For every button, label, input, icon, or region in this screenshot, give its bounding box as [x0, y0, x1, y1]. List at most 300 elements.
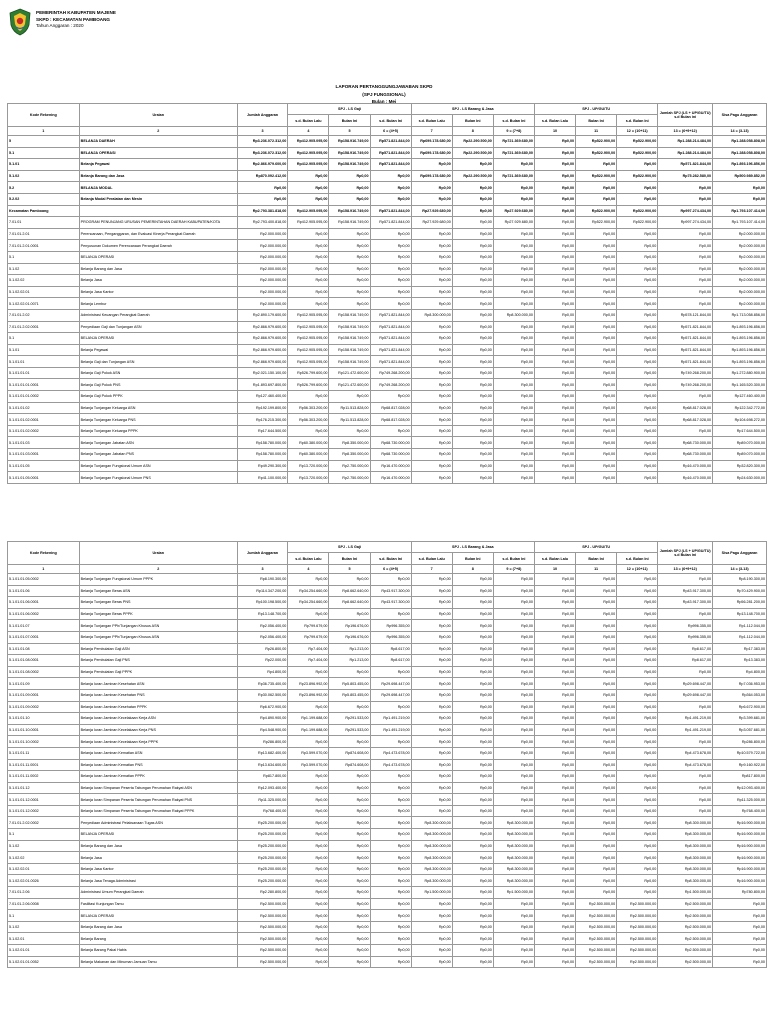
cell-amount: Rp0,00 [493, 747, 534, 759]
cell-amount: Rp0,00 [411, 333, 452, 345]
cell-amount: Rp11.325.000,00 [713, 794, 767, 806]
table-row [8, 402, 767, 414]
cell-amount: Rp0,00 [493, 794, 534, 806]
cell-kode-rekening: 7.01.01 [8, 217, 80, 229]
cell-amount: Rp8.300.000,00 [658, 863, 713, 875]
cell-amount: Rp0,00 [617, 840, 658, 852]
cell-amount: Rp412.905.095,00 [288, 147, 329, 159]
cell-amount: Rp0,00 [329, 182, 370, 194]
cell-amount: Rp0,00 [576, 608, 617, 620]
cell-amount: Rp0,00 [493, 182, 534, 194]
cell-amount: Rp0,00 [576, 736, 617, 748]
cell-amount: Rp2.000.000,00 [713, 275, 767, 287]
header-column-number: 4 [288, 565, 329, 574]
cell-amount: Rp0,00 [576, 817, 617, 829]
cell-amount: Rp0,00 [329, 391, 370, 403]
cell-amount: Rp4.890.900,00 [237, 713, 288, 725]
cell-amount: Rp0,00 [411, 159, 452, 171]
header-sisa-pagu: Sisa Pagu Anggaran [713, 542, 767, 565]
cell-amount: Rp0,00 [617, 805, 658, 817]
cell-amount: Rp0,00 [370, 794, 411, 806]
cell-uraian: Belanja Iuran Jaminan Kecelakaan Kerja PPPK [79, 736, 237, 748]
cell-uraian: Belanja Tunjangan Fungsional Umum PPPK [79, 574, 237, 586]
cell-amount: Rp0,00 [329, 701, 370, 713]
cell-amount: Rp0,00 [452, 391, 493, 403]
cell-kode-rekening: 5.1.01.01.08.0001 [8, 655, 80, 667]
cell-amount: Rp0,00 [452, 887, 493, 899]
cell-amount: Rp0,00 [534, 794, 575, 806]
cell-amount: Rp571.821.844,00 [658, 321, 713, 333]
cell-uraian: Belanja Barang dan Jasa [79, 921, 237, 933]
cell-amount: Rp0,00 [411, 956, 452, 968]
cell-kode-rekening: 5.1.01.01.03.0001 [8, 449, 80, 461]
cell-kode-rekening: 5.2 [8, 182, 80, 194]
header-column-number: 11 [576, 127, 617, 136]
cell-amount: Rp0,00 [534, 771, 575, 783]
cell-amount: Rp2.793.400.818,00 [237, 217, 288, 229]
cell-amount: Rp0,00 [452, 678, 493, 690]
cell-amount: Rp0,00 [493, 298, 534, 310]
cell-amount: Rp0,00 [617, 782, 658, 794]
cell-amount: Rp0,00 [658, 240, 713, 252]
cell-amount: Rp0,00 [411, 643, 452, 655]
cell-amount: Rp0,00 [329, 771, 370, 783]
cell-amount: Rp0,00 [493, 945, 534, 957]
cell-amount: Rp0,00 [288, 736, 329, 748]
cell-amount: Rp8.300.000,00 [493, 309, 534, 321]
cell-amount: Rp412.905.095,00 [288, 205, 329, 217]
cell-amount: Rp0,00 [493, 736, 534, 748]
cell-amount: Rp0,00 [493, 620, 534, 632]
cell-amount: Rp0,00 [617, 875, 658, 887]
cell-amount: Rp0,00 [576, 251, 617, 263]
cell-uraian: Belanja Jasa [79, 852, 237, 864]
cell-amount: Rp2.866.979.600,00 [237, 333, 288, 345]
table-row [8, 240, 767, 252]
table-row [8, 136, 767, 148]
cell-amount: Rp0,00 [452, 425, 493, 437]
header-column-number: 4 [288, 127, 329, 136]
cell-amount: Rp721.369.680,00 [493, 147, 534, 159]
cell-amount: Rp571.821.844,00 [370, 217, 411, 229]
cell-amount: Rp0,00 [658, 263, 713, 275]
cell-uraian: Belanja Tunjangan Beras PPPK [79, 608, 237, 620]
organization-info [36, 10, 116, 30]
cell-amount: Rp0,00 [411, 275, 452, 287]
fiscal-year: Tahun Anggaran : 2020 [36, 23, 84, 29]
cell-amount: Rp0,00 [576, 794, 617, 806]
cell-kode-rekening: 5.1.01.01 [8, 356, 80, 368]
cell-uraian: Belanja Tunjangan Jabatan ASN [79, 437, 237, 449]
cell-amount: Rp699.178.680,00 [411, 136, 452, 148]
cell-amount: Rp2.056.400,00 [237, 620, 288, 632]
cell-amount: Rp0,00 [534, 414, 575, 426]
cell-amount: Rp571.821.844,00 [658, 159, 713, 171]
cell-amount: Rp0,00 [288, 898, 329, 910]
cell-amount: Rp522.900,00 [576, 136, 617, 148]
cell-amount: Rp0,00 [534, 713, 575, 725]
cell-amount: Rp749.268.200,00 [370, 379, 411, 391]
cell-amount: Rp0,00 [576, 437, 617, 449]
table-row [8, 275, 767, 287]
cell-amount: Rp0,00 [617, 472, 658, 484]
cell-amount: Rp0,00 [658, 736, 713, 748]
table-row [8, 574, 767, 586]
cell-amount: Rp768.400,00 [237, 805, 288, 817]
cell-amount: Rp0,00 [617, 159, 658, 171]
cell-amount: Rp0,00 [534, 309, 575, 321]
cell-amount: Rp121.472.600,00 [329, 367, 370, 379]
cell-amount: Rp0,00 [452, 620, 493, 632]
cell-amount: Rp0,00 [534, 585, 575, 597]
table-row [8, 898, 767, 910]
cell-amount: Rp0,00 [329, 170, 370, 182]
cell-amount: Rp4.800,00 [713, 666, 767, 678]
cell-amount: Rp0,00 [288, 182, 329, 194]
cell-amount: Rp0,00 [370, 898, 411, 910]
cell-amount: Rp0,00 [452, 182, 493, 194]
cell-kode-rekening: 5.1.01.01.12.0002 [8, 805, 80, 817]
cell-amount: Rp0,00 [576, 286, 617, 298]
cell-amount: Rp158.916.749,00 [329, 205, 370, 217]
cell-amount: Rp0,00 [617, 449, 658, 461]
cell-amount: Rp122.342.772,00 [713, 402, 767, 414]
cell-kode-rekening: 5.1.02.01.01.0052 [8, 956, 80, 968]
cell-kode-rekening: 5.1.02 [8, 921, 80, 933]
cell-amount: Rp2.500.000,00 [658, 921, 713, 933]
cell-amount: Rp100.198.500,00 [237, 597, 288, 609]
cell-amount: Rp2.500.000,00 [658, 933, 713, 945]
cell-amount: Rp6.672.900,00 [237, 701, 288, 713]
cell-uraian: Belanja Pembulatan Gaji PNS [79, 655, 237, 667]
cell-amount: Rp29.698.447,00 [370, 689, 411, 701]
cell-amount: Rp0,00 [493, 193, 534, 205]
cell-amount: Rp158.916.749,00 [329, 159, 370, 171]
cell-amount: Rp749.268.200,00 [658, 367, 713, 379]
cell-amount: Rp0,00 [237, 182, 288, 194]
cell-amount: Rp2.000.000,00 [237, 275, 288, 287]
cell-amount: Rp121.472.600,00 [329, 379, 370, 391]
table-row [8, 344, 767, 356]
cell-kode-rekening: 5.1.02.02.01.0026 [8, 875, 80, 887]
cell-amount: Rp89.070.000,00 [713, 449, 767, 461]
cell-kode-rekening: 5.1.01.01.10.0001 [8, 724, 80, 736]
cell-amount: Rp0,00 [329, 425, 370, 437]
cell-kode-rekening: 5.1.01.01.01.0002 [8, 391, 80, 403]
header-jumlah-spj: Jumlah SPJ (LS + UP/GU/TU) s.d Bulan ini [658, 104, 713, 127]
cell-amount: Rp0,00 [452, 460, 493, 472]
cell-amount: Rp0,00 [493, 574, 534, 586]
cell-kode-rekening: 5.1 [8, 829, 80, 841]
cell-amount: Rp0,00 [411, 701, 452, 713]
cell-uraian: Belanja Iuran Jaminan Kematian PNS [79, 759, 237, 771]
cell-amount: Rp2.000.000,00 [237, 251, 288, 263]
cell-amount: Rp0,00 [617, 391, 658, 403]
cell-amount: Rp16.900.000,00 [713, 852, 767, 864]
cell-uraian: Perencanaan, Penganggaran, dan Evaluasi Kinerja Perangkat Daerah [79, 228, 237, 240]
cell-amount: Rp0,00 [617, 689, 658, 701]
cell-amount: Rp0,00 [329, 910, 370, 922]
cell-amount: Rp22.290.500,00 [452, 136, 493, 148]
cell-amount: Rp0,00 [617, 182, 658, 194]
cell-amount: Rp13.720.000,00 [288, 472, 329, 484]
cell-amount: Rp0,00 [534, 910, 575, 922]
cell-amount: Rp0,00 [576, 829, 617, 841]
cell-kode-rekening: 5.1.02 [8, 170, 80, 182]
cell-kode-rekening: 5.1 [8, 251, 80, 263]
cell-amount: Rp0,00 [534, 701, 575, 713]
cell-amount: Rp0,00 [493, 321, 534, 333]
cell-amount: Rp0,00 [370, 782, 411, 794]
cell-amount: Rp0,00 [411, 747, 452, 759]
table-row [8, 817, 767, 829]
cell-amount: Rp0,00 [658, 228, 713, 240]
cell-amount: Rp60.380.000,00 [288, 449, 329, 461]
cell-amount: Rp0,00 [493, 597, 534, 609]
cell-kode-rekening: 7.01.01.2.01.0001 [8, 240, 80, 252]
table-row [8, 782, 767, 794]
cell-kode-rekening: 5.1.01.01.02 [8, 402, 80, 414]
cell-kode-rekening: 5.1.01.01.01 [8, 367, 80, 379]
cell-amount: Rp0,00 [411, 608, 452, 620]
cell-amount: Rp0,00 [452, 472, 493, 484]
cell-amount: Rp0,00 [534, 921, 575, 933]
cell-kode-rekening: Kecamatan Pamboang [8, 205, 80, 217]
cell-amount: Rp0,00 [411, 771, 452, 783]
cell-kode-rekening: 5.1.02.02.01 [8, 286, 80, 298]
cell-amount: Rp0,00 [411, 585, 452, 597]
cell-uraian: Belanja Pembulatan Gaji PPPK [79, 666, 237, 678]
cell-uraian: PROGRAM PENUNJANG URUSAN PEMERINTAHAN DAERAH KABUPATEN/KOTA [79, 217, 237, 229]
cell-amount: Rp0,00 [534, 608, 575, 620]
cell-amount: Rp16.900.000,00 [713, 875, 767, 887]
cell-amount: Rp0,00 [534, 205, 575, 217]
cell-amount: Rp12.093.400,00 [237, 782, 288, 794]
cell-kode-rekening: 5.2.02 [8, 193, 80, 205]
cell-amount: Rp0,00 [452, 655, 493, 667]
cell-amount: Rp0,00 [617, 460, 658, 472]
table-row [8, 620, 767, 632]
cell-amount: Rp0,00 [452, 585, 493, 597]
cell-amount: Rp22.290.500,00 [452, 147, 493, 159]
cell-amount: Rp0,00 [370, 263, 411, 275]
cell-amount: Rp2.500.000,00 [617, 933, 658, 945]
cell-amount: Rp0,00 [288, 852, 329, 864]
cell-amount: Rp2.000.000,00 [237, 263, 288, 275]
cell-amount: Rp0,00 [452, 333, 493, 345]
cell-amount: Rp0,00 [452, 747, 493, 759]
cell-amount: Rp0,00 [493, 689, 534, 701]
cell-amount: Rp0,00 [534, 333, 575, 345]
cell-amount: Rp3.236.072.312,00 [237, 147, 288, 159]
cell-kode-rekening: 5.1.01.01.02.0002 [8, 425, 80, 437]
cell-amount: Rp412.905.095,00 [288, 217, 329, 229]
regency-emblem-icon [8, 8, 32, 36]
cell-amount: Rp0,00 [493, 286, 534, 298]
cell-amount: Rp0,00 [370, 666, 411, 678]
cell-amount: Rp996.355,00 [370, 620, 411, 632]
cell-amount: Rp0,00 [534, 147, 575, 159]
cell-amount: Rp0,00 [534, 945, 575, 957]
cell-amount: Rp0,00 [658, 794, 713, 806]
cell-amount: Rp0,00 [617, 759, 658, 771]
cell-amount: Rp0,00 [493, 159, 534, 171]
cell-amount: Rp2.021.150.100,00 [237, 367, 288, 379]
cell-amount: Rp0,00 [493, 367, 534, 379]
cell-amount: Rp16.900.000,00 [713, 863, 767, 875]
cell-uraian: Belanja Barang dan Jasa [79, 840, 237, 852]
cell-kode-rekening: 5.1.01.01.08 [8, 643, 80, 655]
cell-amount: Rp0,00 [452, 898, 493, 910]
cell-amount: Rp0,00 [452, 414, 493, 426]
cell-kode-rekening: 5.1.02.02.01.0071 [8, 298, 80, 310]
header-column-number: 9 = (7+8) [493, 127, 534, 136]
cell-amount: Rp29.698.447,00 [658, 678, 713, 690]
cell-amount: Rp0,00 [370, 875, 411, 887]
cell-amount: Rp0,00 [493, 333, 534, 345]
cell-amount: Rp0,00 [534, 217, 575, 229]
cell-amount: Rp0,00 [534, 367, 575, 379]
cell-amount: Rp0,00 [576, 344, 617, 356]
cell-amount: Rp1.213,00 [329, 655, 370, 667]
cell-amount: Rp0,00 [617, 275, 658, 287]
cell-amount: Rp0,00 [329, 887, 370, 899]
cell-amount: Rp32.820.300,00 [713, 460, 767, 472]
cell-amount: Rp0,00 [617, 367, 658, 379]
cell-amount: Rp0,00 [617, 240, 658, 252]
cell-amount: Rp8.300.000,00 [658, 817, 713, 829]
cell-amount: Rp0,00 [452, 275, 493, 287]
header-column-number: 3 [237, 565, 288, 574]
cell-kode-rekening: 5.1.01.01.09.0001 [8, 689, 80, 701]
cell-amount: Rp0,00 [411, 597, 452, 609]
cell-amount: Rp0,00 [534, 321, 575, 333]
cell-amount: Rp0,00 [452, 205, 493, 217]
cell-amount: Rp817.800,00 [237, 771, 288, 783]
cell-kode-rekening: 5.1.01.01.03 [8, 437, 80, 449]
header-column-number: 3 [237, 127, 288, 136]
cell-amount: Rp1.491.219,00 [370, 724, 411, 736]
cell-amount: Rp2.500.000,00 [617, 910, 658, 922]
cell-amount: Rp7.404,00 [288, 643, 329, 655]
cell-amount: Rp526.799.600,00 [288, 379, 329, 391]
cell-amount: Rp0,00 [288, 193, 329, 205]
cell-amount: Rp0,00 [370, 182, 411, 194]
cell-amount: Rp0,00 [329, 228, 370, 240]
cell-amount: Rp0,00 [411, 655, 452, 667]
cell-amount: Rp2.866.979.600,00 [237, 321, 288, 333]
cell-amount: Rp0,00 [452, 643, 493, 655]
cell-amount: Rp699.178.680,00 [411, 170, 452, 182]
cell-kode-rekening: 7.01.01.2.01 [8, 228, 80, 240]
spj-table-page2 [7, 541, 767, 968]
cell-amount: Rp0,00 [534, 170, 575, 182]
cell-amount: Rp8.300.000,00 [658, 840, 713, 852]
cell-amount: Rp8.350.000,00 [329, 449, 370, 461]
table-row [8, 263, 767, 275]
cell-amount: Rp0,00 [452, 367, 493, 379]
cell-amount: Rp0,00 [329, 898, 370, 910]
cell-amount: Rp0,00 [493, 240, 534, 252]
cell-amount: Rp0,00 [329, 875, 370, 887]
cell-uraian: Belanja Tunjangan Fungsional Umum PNS [79, 472, 237, 484]
cell-uraian: Belanja Tunjangan Beras PNS [79, 597, 237, 609]
cell-amount: Rp3.599.070,00 [288, 759, 329, 771]
cell-amount: Rp0,00 [534, 437, 575, 449]
cell-amount: Rp2.000.000,00 [713, 240, 767, 252]
cell-uraian: Belanja Iuran Simpanan Peserta Tabungan Perumahan Rakyat ASN [79, 782, 237, 794]
cell-amount: Rp8.350.000,00 [329, 437, 370, 449]
cell-amount: Rp0,00 [452, 782, 493, 794]
cell-amount: Rp0,00 [617, 608, 658, 620]
cell-amount: Rp158.916.749,00 [329, 356, 370, 368]
cell-amount: Rp0,00 [617, 863, 658, 875]
cell-amount: Rp0,00 [534, 898, 575, 910]
cell-amount: Rp0,00 [617, 852, 658, 864]
report-subtitle: (SPJ FUNGSIONAL) [362, 91, 406, 97]
header-bulan-ini: Bulan Ini [329, 115, 370, 127]
cell-amount: Rp2.793.381.818,00 [237, 205, 288, 217]
table-row [8, 747, 767, 759]
cell-amount: Rp16.470.000,00 [370, 460, 411, 472]
cell-amount: Rp0,00 [288, 805, 329, 817]
cell-amount: Rp0,00 [452, 724, 493, 736]
cell-uraian: Belanja Barang dan Jasa [79, 170, 237, 182]
cell-amount: Rp29.698.447,00 [370, 678, 411, 690]
cell-amount: Rp0,00 [576, 678, 617, 690]
cell-amount: Rp0,00 [370, 298, 411, 310]
header-sd-bulan-lalu: s.d. Bulan Lalu [288, 115, 329, 127]
cell-amount: Rp1.288.058.808,00 [713, 136, 767, 148]
cell-amount: Rp0,00 [288, 170, 329, 182]
cell-amount: Rp874.608,00 [329, 747, 370, 759]
table-row [8, 228, 767, 240]
table-row [8, 170, 767, 182]
cell-amount: Rp0,00 [617, 574, 658, 586]
cell-kode-rekening: 5.1.01.01.12.0001 [8, 794, 80, 806]
cell-amount: Rp196.676,00 [329, 631, 370, 643]
cell-amount: Rp996.355,00 [370, 631, 411, 643]
cell-amount: Rp0,00 [576, 159, 617, 171]
header-column-number: 5 [329, 565, 370, 574]
cell-amount: Rp0,00 [534, 817, 575, 829]
cell-amount: Rp34.254.660,00 [288, 585, 329, 597]
cell-amount: Rp571.821.844,00 [370, 344, 411, 356]
cell-kode-rekening: 5.1.01.01.07 [8, 620, 80, 632]
cell-amount: Rp0,00 [370, 240, 411, 252]
cell-amount: Rp0,00 [452, 159, 493, 171]
header-column-number: 7 [411, 127, 452, 136]
cell-amount: Rp0,00 [534, 643, 575, 655]
cell-amount: Rp1.893.697.800,00 [237, 379, 288, 391]
cell-amount: Rp0,00 [534, 286, 575, 298]
cell-kode-rekening: 5.1.02 [8, 263, 80, 275]
cell-amount: Rp158.916.749,00 [329, 321, 370, 333]
cell-amount: Rp25.200.000,00 [237, 875, 288, 887]
cell-amount: Rp0,00 [534, 240, 575, 252]
header-bulan-ini: Bulan Ini [329, 553, 370, 565]
cell-amount: Rp10.579.722,00 [713, 747, 767, 759]
cell-amount: Rp17.383,00 [713, 643, 767, 655]
cell-amount: Rp0,00 [370, 771, 411, 783]
cell-amount: Rp56.281.200,00 [713, 597, 767, 609]
header-kode-rekening: Kode Rekening [8, 104, 80, 127]
cell-amount: Rp1.199.688,00 [288, 724, 329, 736]
cell-amount: Rp0,00 [576, 460, 617, 472]
cell-amount: Rp0,00 [493, 275, 534, 287]
cell-amount: Rp0,00 [452, 863, 493, 875]
cell-uraian: Belanja Iuran Jaminan Kesehatan PNS [79, 689, 237, 701]
